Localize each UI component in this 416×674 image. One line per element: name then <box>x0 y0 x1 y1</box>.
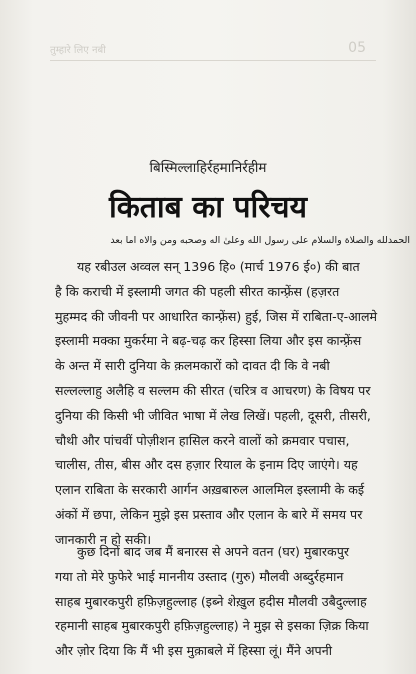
paragraph-1 <box>55 255 410 553</box>
text-line: जानकारी न हो सकी। <box>55 531 152 547</box>
text-line: इस्लामी मक्का मुकर्रमा ने बढ़-चढ़ कर हिस्सा लिया और इस कान्फ़्रेंस <box>55 333 362 349</box>
text-line: साहब मुबारकपुरी हफ़िज़हुल्लाह (इब्ने शेख़ुल हदीस मौलवी उबैदुल्लाह <box>55 593 367 609</box>
text-line: चौथी और पांचवीं पोज़ीशन हासिल करने वालों को क्रमवार पचास, <box>55 432 350 448</box>
text-line: चालीस, तीस, बीस और दस हज़ार रियाल के इनाम दिए जाएंगे। यह <box>55 457 358 473</box>
paragraph-2 <box>55 540 410 664</box>
chapter-title: किताब का परिचय <box>108 190 308 225</box>
text-line: है कि कराची में इस्लामी जगत की पहली सीरत कान्फ़्रेंस (हज़रत <box>55 283 340 299</box>
text-line: के अन्त में सारी दुनिया के क़लमकारों को दावत दी कि वे नबी <box>55 358 330 374</box>
arabic-invocation: الحمدلله والصلاة والسلام على رسول الله وعلىٰ اله وصحبه ومن والاه اما بعد <box>110 235 410 246</box>
text-line: दुनिया की किसी भी जीवित भाषा में लेख लिखें। पहली, दूसरी, तीसरी, <box>55 407 371 423</box>
running-title: तुम्हारे लिए नबी <box>50 45 106 56</box>
text-line: मुहम्मद की जीवनी पर आधारित कान्फ़्रेंस) हुई, जिस में राबिता-ए-आलमे <box>55 308 378 324</box>
text-line: गया तो मेरे फुफेरे भाई माननीय उस्ताद (गुरु) मौलवी अब्दुर्रहमान <box>55 568 344 584</box>
bismillah-line: बिस्मिल्लाहिर्रहमानिर्रहीम <box>149 160 267 176</box>
text-line: एलान राबिता के सरकारी आर्गन अख़बारुल आलमिल इस्लामी के कई <box>55 482 365 498</box>
text-line: अंकों में छपा, लेकिन मुझे इस प्रस्ताव और एलान के बारे में समय पर <box>55 506 363 522</box>
page-number: 05 <box>348 40 366 56</box>
text-line: कुछ दिनों बाद जब मैं बनारस से अपने वतन (घर) मुबारकपुर <box>77 544 350 559</box>
text-line: सल्लल्लाहु अलैहि व सल्लम की सीरत (चरित्र व आचरण) के विषय पर <box>55 382 371 398</box>
header-rule <box>50 60 376 61</box>
text-line: रहमानी साहब मुबारकपुरी हफ़िज़हुल्लाह) ने मुझ से इसका ज़िक्र किया <box>55 618 369 634</box>
text-line: और ज़ोर दिया कि मैं भी इस मुक़ाबले में हिस्सा लूं। मैंने अपनी <box>55 643 332 659</box>
running-header <box>50 40 366 58</box>
text-line: यह रबीउल अव्वल सन् 1396 हि० (मार्च 1976 ई०) की बात <box>77 259 360 274</box>
